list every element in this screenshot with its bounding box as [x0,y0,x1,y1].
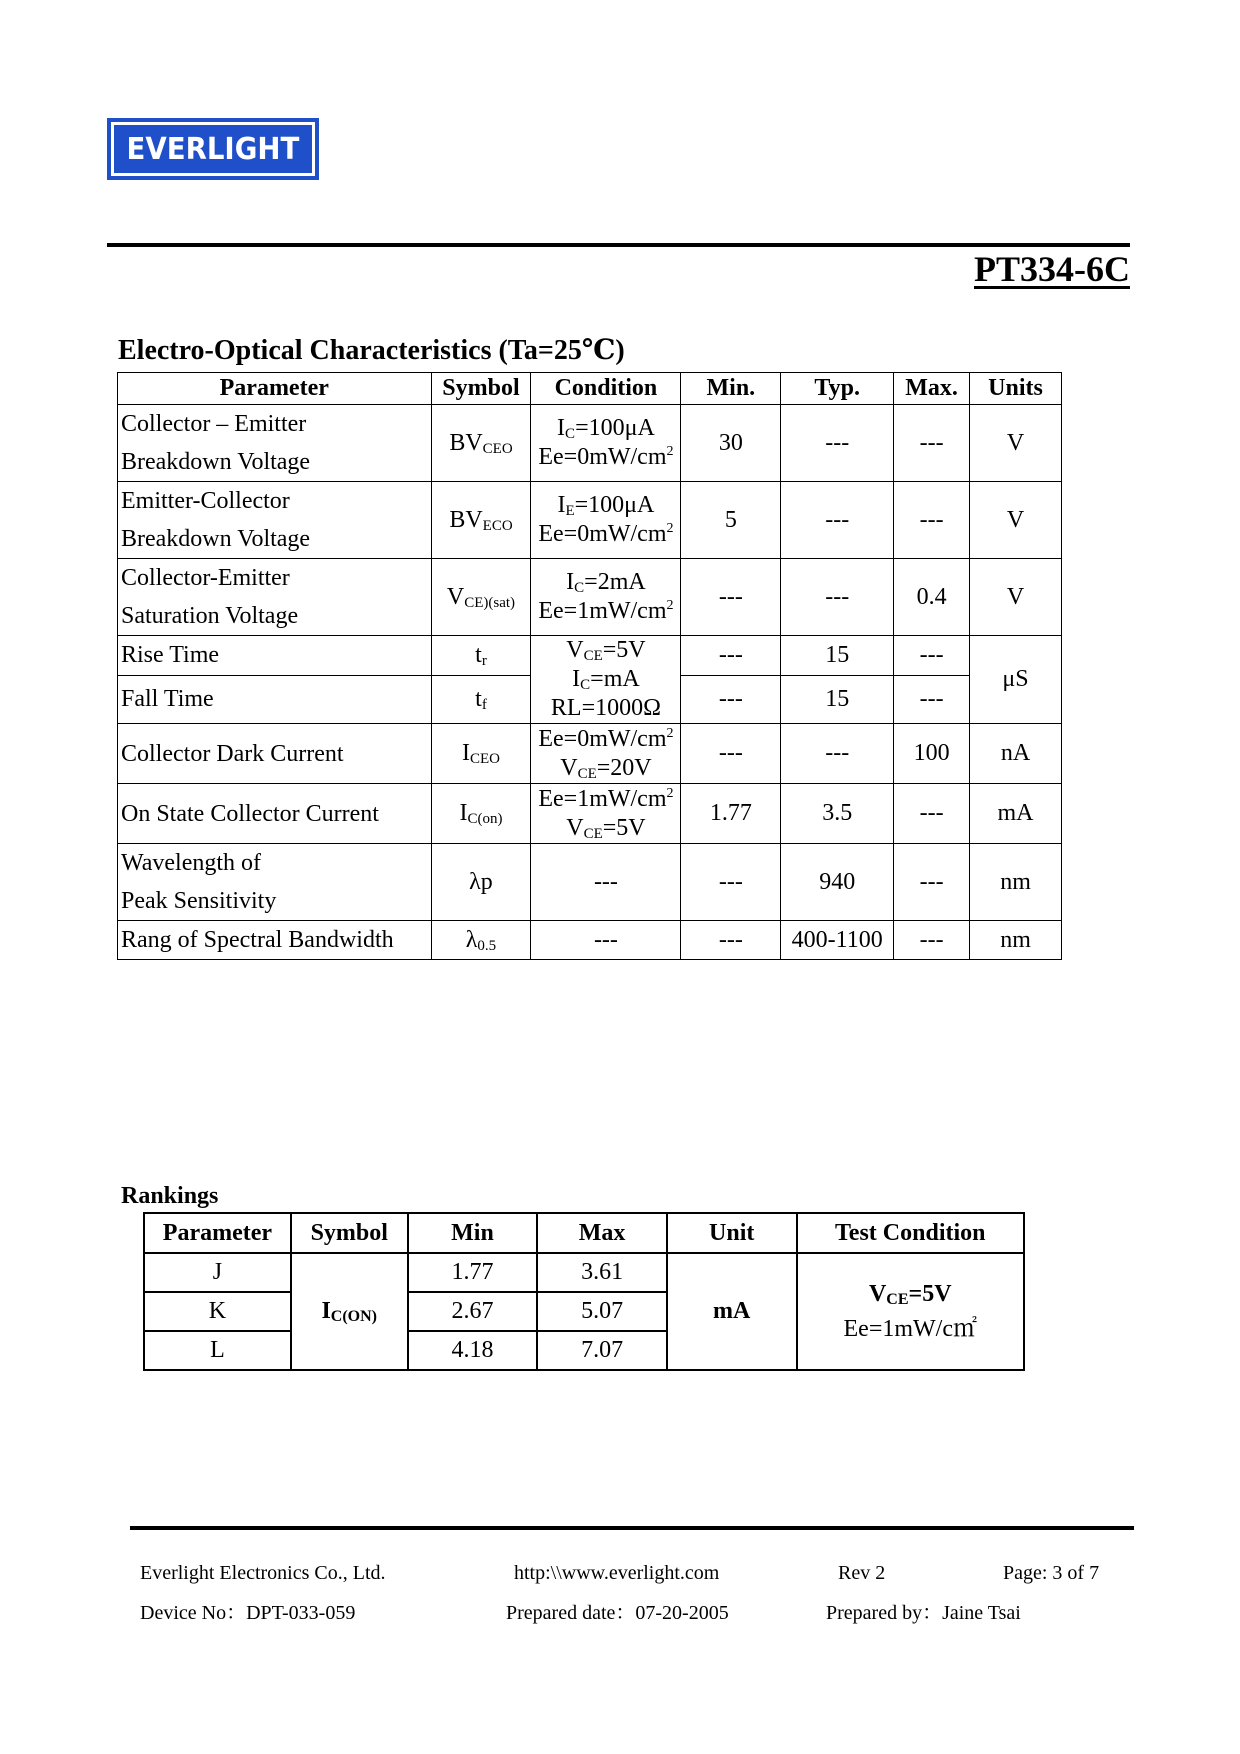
cond-text: Ee=1mW/cm [538,785,667,812]
symbol-text: V [446,583,465,610]
symbol-cell [431,482,531,559]
unit-cell: mA [970,784,1062,844]
cond-text: I [572,666,581,692]
footer-prepared-date: Prepared date：07-20-2005 [506,1602,729,1624]
everlight-logo [107,118,319,180]
param-cell: On State Collector Current [118,784,432,844]
eo-header-row [118,373,1062,405]
cond-sub: C [565,426,576,442]
max-cell: --- [894,482,970,559]
rank-min-cell: 1.77 [408,1253,538,1292]
cond-text: I [566,569,575,595]
symbol-text: I [459,800,468,826]
param-line: Wavelength of [121,850,262,876]
unit-cell: V [970,405,1062,482]
max-cell: --- [894,784,970,844]
cond-text: =20V [596,754,652,781]
footer-url: http:\\www.everlight.com [514,1562,720,1584]
eo-table [117,372,1062,960]
typ-cell: --- [781,724,894,784]
rankings-header-row [144,1213,1024,1253]
rankings-title: Rankings [121,1183,219,1209]
symbol-sub: 0.5 [477,937,497,954]
param-cell [118,844,432,921]
typ-cell: --- [781,559,894,636]
cond-line [531,754,680,783]
header-rule [107,243,1130,247]
min-cell: --- [681,636,781,676]
min-cell: --- [681,921,781,960]
rank-max-cell: 3.61 [537,1253,667,1292]
cond-text: V [868,1280,887,1307]
typ-cell: --- [781,405,894,482]
rk-header-max: Max [537,1213,667,1253]
max-cell: --- [894,844,970,921]
table-row [118,636,1062,676]
symbol-cell [431,784,531,844]
typ-cell: 400-1100 [781,921,894,960]
rank-symbol-cell [291,1253,408,1370]
param-cell: Collector Dark Current [118,724,432,784]
cond-sup: 2 [666,598,674,613]
param-line: Peak Sensitivity [121,888,277,914]
param-line: Breakdown Voltage [121,449,311,475]
param-cell [118,405,432,482]
eo-header-symbol: Symbol [431,373,531,405]
cond-text: V [566,814,584,841]
max-cell: --- [894,636,970,676]
rank-max-cell: 5.07 [537,1292,667,1331]
symbol-cell [431,405,531,482]
cond-text: Ee=0mW/cm [538,521,667,547]
param-line: Saturation Voltage [121,603,299,629]
cond-line [531,814,680,843]
cond-line [531,520,680,549]
eo-section-title: Electro-Optical Characteristics (Ta=25℃) [118,335,625,366]
table-row [144,1253,1024,1292]
typ-cell: 940 [781,844,894,921]
typ-cell: 15 [781,675,894,723]
cond-text: =2mA [584,569,646,595]
condition-cell [531,559,681,636]
cond-line [531,665,680,694]
rk-header-min: Min [408,1213,538,1253]
cond-text: =100μA [575,415,655,441]
cond-line: Ee=1mW/c㎡ [843,1315,977,1342]
rk-header-symbol: Symbol [291,1213,408,1253]
condition-cell [531,636,681,724]
cond-sub: C [580,677,591,693]
cond-line [531,491,680,520]
table-row [118,482,1062,559]
unit-cell: nm [970,921,1062,960]
symbol-sub: C(on) [467,811,503,827]
symbol-text: BV [449,506,483,533]
cond-text: =5V [602,814,646,841]
footer-device: Device No：DPT-033-059 [140,1602,356,1624]
param-line: Emitter-Collector [121,488,290,514]
symbol-sub: r [481,652,487,669]
cond-text: =mA [590,666,640,692]
logo-text: EVERLIGHT [126,131,300,167]
max-cell: --- [894,405,970,482]
eo-header-max: Max. [894,373,970,405]
table-row [118,921,1062,960]
cond-sup: 2 [666,725,674,741]
symbol-sub: CEO [482,440,513,457]
table-row [118,784,1062,844]
cond-text: =5V [602,637,646,663]
symbol-text: λ [465,926,478,953]
cond-text: Ee=1mW/cm [538,598,667,624]
footer-rule [130,1526,1134,1530]
unit-cell: nm [970,844,1062,921]
condition-cell: --- [531,921,681,960]
unit-cell: nA [970,724,1062,784]
rank-param-cell: L [144,1331,291,1370]
cond-line [531,725,680,754]
param-cell: Rang of Spectral Bandwidth [118,921,432,960]
condition-cell [531,724,681,784]
param-line: Breakdown Voltage [121,526,311,552]
cond-text: Ee=0mW/cm [538,444,667,470]
cond-line [531,568,680,597]
cond-line [798,1281,1024,1308]
symbol-sub: C(ON) [330,1308,378,1325]
footer-rev: Rev 2 [838,1562,886,1584]
rk-header-test-condition: Test Condition [797,1213,1025,1253]
param-cell: Fall Time [118,675,432,723]
min-cell: 30 [681,405,781,482]
cond-line [531,443,680,472]
cond-text: Ee=0mW/cm [538,725,667,752]
param-line: Collector – Emitter [121,411,307,437]
param-cell: Rise Time [118,636,432,676]
cond-text: V [560,754,578,781]
cond-text: I [557,415,566,441]
footer-company: Everlight Electronics Co., Ltd. [140,1562,386,1584]
unit-cell: μS [970,636,1062,724]
unit-cell: V [970,559,1062,636]
param-line: Collector-Emitter [121,565,290,591]
symbol-sub: CEO [469,751,500,767]
max-cell: 100 [894,724,970,784]
min-cell: --- [681,559,781,636]
symbol-cell [431,675,531,723]
symbol-cell [431,724,531,784]
cond-sub: C [574,580,585,596]
table-row [118,559,1062,636]
symbol-sub: ECO [482,517,513,534]
typ-cell: 3.5 [781,784,894,844]
rank-param-cell: J [144,1253,291,1292]
cond-sub: CE [886,1290,909,1308]
symbol-text: t [475,685,482,712]
eo-header-condition: Condition [531,373,681,405]
cond-sup: 2 [666,444,674,459]
eo-header-min: Min. [681,373,781,405]
logo-frame [111,122,315,176]
condition-cell [531,405,681,482]
min-cell: 1.77 [681,784,781,844]
cond-sub: CE [583,825,603,842]
cond-sub: CE [583,648,603,664]
max-cell: --- [894,675,970,723]
cond-text: V [566,637,584,663]
condition-cell [531,784,681,844]
rank-param-cell: K [144,1292,291,1331]
typ-cell: --- [781,482,894,559]
max-cell: --- [894,921,970,960]
rankings-table [143,1212,1025,1371]
cond-sup: 2 [666,785,674,801]
cond-text: =5V [908,1280,952,1307]
param-cell [118,482,432,559]
eo-header-units: Units [970,373,1062,405]
rank-min-cell: 4.18 [408,1331,538,1370]
symbol-text: BV [449,429,483,456]
symbol-cell [431,636,531,676]
symbol-text: I [321,1298,331,1324]
cond-sub: E [565,503,575,519]
symbol-cell: λp [431,844,531,921]
cond-line [531,597,680,626]
max-cell: 0.4 [894,559,970,636]
symbol-sub: f [481,696,487,713]
condition-cell: --- [531,844,681,921]
unit-cell: V [970,482,1062,559]
rank-unit-cell: mA [667,1253,797,1370]
typ-cell: 15 [781,636,894,676]
table-row [118,405,1062,482]
min-cell: --- [681,675,781,723]
min-cell: --- [681,724,781,784]
footer-page: Page: 3 of 7 [1003,1562,1100,1584]
rk-header-parameter: Parameter [144,1213,291,1253]
cond-text: I [557,492,566,518]
rk-header-unit: Unit [667,1213,797,1253]
cond-line [531,785,680,814]
min-cell: 5 [681,482,781,559]
rank-max-cell: 7.07 [537,1331,667,1370]
param-cell [118,559,432,636]
symbol-cell [431,559,531,636]
symbol-sub: CE)(sat) [464,594,516,611]
cond-text: =100μA [574,492,655,518]
cond-line [531,414,680,443]
condition-cell [531,482,681,559]
min-cell: --- [681,844,781,921]
cond-line [531,636,680,665]
rank-min-cell: 2.67 [408,1292,538,1331]
model-number: PT334-6C [974,249,1130,289]
eo-header-parameter: Parameter [118,373,432,405]
symbol-cell [431,921,531,960]
eo-header-typ: Typ. [781,373,894,405]
table-row [118,724,1062,784]
cond-sub: CE [577,765,597,782]
symbol-text: t [475,641,482,668]
rank-condition-cell [797,1253,1025,1370]
symbol-text: I [461,740,470,766]
cond-line: RL=1000Ω [550,695,661,721]
cond-sup: 2 [666,521,674,536]
footer-prepared-by: Prepared by：Jaine Tsai [826,1602,1021,1624]
table-row [118,844,1062,921]
